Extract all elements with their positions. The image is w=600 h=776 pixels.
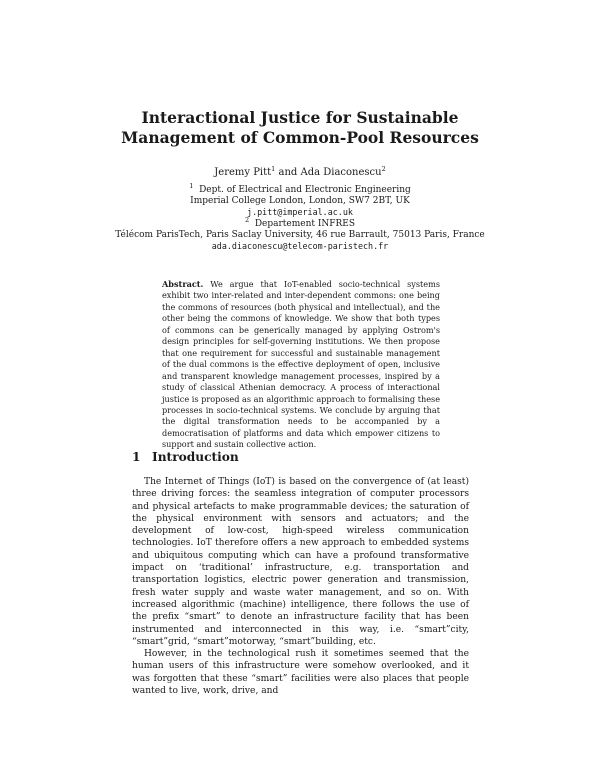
affiliation-mark: 2	[381, 165, 386, 173]
affiliation-mark: 2	[244, 215, 250, 224]
abstract-label: Abstract.	[162, 279, 204, 289]
section-heading	[132, 450, 239, 464]
title-line-1: Interactional Justice for Sustainable	[141, 108, 459, 127]
body-paragraph: However, in the technological rush it sometimes seemed that the human users of this infrastructure were somehow overlooked, and it was forgotten that these “smart” facilities were also places that people wanted to live, work, drive, and	[132, 649, 469, 697]
affiliation-mark: 1	[271, 165, 276, 173]
affiliation-line: Télécom ParisTech, Paris Saclay University, 46 rue Barrault, 75013 Paris, France	[115, 229, 485, 240]
affiliation-line: Imperial College London, London, SW7 2BT, UK	[190, 196, 410, 207]
affiliation-line: $^1$ Dept. of Electrical and Electronic Engineering	[189, 182, 411, 195]
section-body	[132, 476, 469, 697]
author-conjunction: and	[275, 167, 301, 178]
affiliation-email[interactable]: ada.diaconescu@telecom-paristech.fr	[211, 241, 389, 252]
body-paragraph: The Internet of Things (IoT) is based on the convergence of (at least) three driving forces: the seamless integration of computer processors and physical artefacts to make programmable devices; the saturation of the physical environment with sensors and actuators; and the development of low-cost, high-speed wireless communication technologies. IoT therefore offers a new approach to embedded systems and ubiquitous computing which can have a profound transformative impact on ‘traditional’ infrastructure, e.g. transportation and transportation logistics, electric power generation and transmission, fresh water supply and waste water management, and so on. With increased algorithmic (machine) intelligence, there follows the use of the prefix “smart” to denote an infrastructure facility that has been instrumented and interconnected in this way, i.e. “smart”city, “smart”grid, “smart”motorway, “smart”building, etc.	[132, 477, 469, 647]
section-title: Introduction	[152, 450, 239, 464]
section-number: 1	[132, 450, 141, 464]
affiliation-mark: 1	[189, 182, 194, 190]
title-line-2: Management of Common-Pool Resources	[121, 128, 479, 147]
abstract-text: We argue that IoT-enabled socio-technical systems exhibit two inter-related and inter-dependent commons: one being the commons of resources (both physical and intellectual), and the other being the commons of knowledge. We show that both types of commons can be generically managed by applying Ostrom's design principles for self-governing institutions. We then propose that one requirement for successful and sustainable management of the dual commons is the effective deployment of open, inclusive and transparent knowledge management processes, inspired by a study of classical Athenian democracy. A process of interactional justice is proposed as an algorithmic approach to formalising these processes in socio-technical systems. We conclude by arguing that the digital transformation needs to be accompanied by a democratisation of platforms and data which empower citizens to support and sustain collective action.	[162, 279, 440, 450]
affiliations	[100, 182, 500, 252]
paper-title	[100, 108, 500, 148]
author-name: Ada Diaconescu	[300, 167, 382, 178]
author-list	[100, 167, 500, 179]
author-name: Jeremy Pitt	[214, 167, 272, 178]
abstract	[162, 279, 440, 451]
affiliation-line: $^2$ Departement INFRES	[244, 215, 356, 229]
affiliation-email[interactable]: j.pitt@imperial.ac.uk	[247, 207, 353, 218]
